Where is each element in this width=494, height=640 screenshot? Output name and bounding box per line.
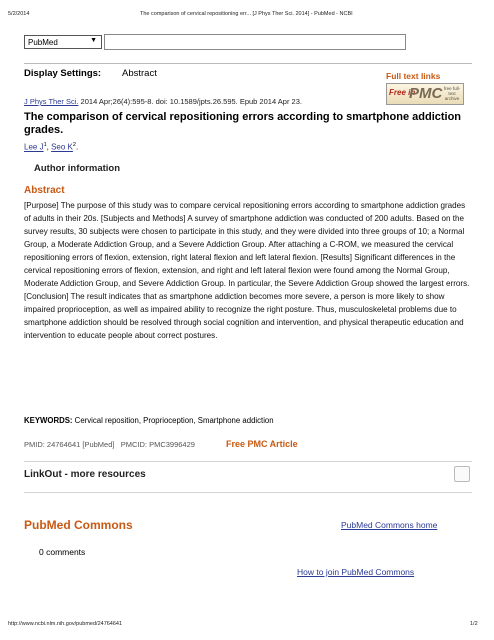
free-pmc-article-link[interactable]: Free PMC Article [226, 439, 298, 449]
author-link[interactable]: Seo K [51, 142, 73, 152]
author-affiliation-number: 1 [43, 142, 47, 148]
author-separator: . [75, 142, 79, 152]
display-settings-value: Abstract [122, 68, 157, 79]
pmcid: PMCID: PMC3996429 [120, 440, 195, 449]
citation-details: 2014 Apr;26(4):595-8. doi: 10.1589/jpts.26.595. Epub 2014 Apr 23. [78, 97, 302, 106]
print-url: http://www.ncbi.nlm.nih.gov/pubmed/24764641 [8, 621, 123, 627]
expand-icon[interactable] [454, 466, 470, 482]
full-text-links-label: Full text links [386, 71, 441, 81]
join-pubmed-commons-link[interactable]: How to join PubMed Commons [297, 567, 415, 577]
abstract-heading: Abstract [24, 185, 65, 196]
identifiers [24, 440, 195, 449]
pmc-free-text: Free in [389, 88, 416, 97]
pmc-note: free full-text archive [443, 86, 461, 101]
print-page-title: The comparison of cervical repositioning err... [J Phys Ther Sci. 2014] - PubMed - NCBI [140, 11, 353, 17]
divider [24, 63, 472, 64]
keywords-value: Cervical reposition, Proprioception, Smartphone addiction [72, 416, 274, 425]
print-date: 5/2/2014 [8, 11, 30, 17]
pmid: PMID: 24764641 [PubMed] [24, 440, 115, 449]
divider [24, 461, 472, 462]
abstract-text: [Purpose] The purpose of this study was to compare cervical repositioning errors according to smartphone addiction grades of adults in their 20s. [Subjects and Methods] A survey of smartphone addiction was conducted of 200 adults. Based on the survey results, 30 subjects were chosen to participate in this study, and they were divided into three groups of 10; a Normal Group, a Moderate Addiction Group, and a Severe Addiction Group. After attaching a C-ROM, we measured the cervical repositioning errors of flexion, extension, right lateral flexion and left lateral flexion. [Results] Significant differences in the cervical repositioning errors of flexion, extension, and right and left lateral flexion were found among the Normal Group, Moderate Addiction Group, and Severe Addiction Group. In particular, the Severe Addiction Group showed the largest errors. [Conclusion] The result indicates that as smartphone addiction becomes more severe, a person is more likely to show impaired proprioception, as well as impaired ability to recognize the right posture. Thus, musculoskeletal problems due to smartphone addiction should be resolved through social cognition and intervention, and physical therapeutic education and intervention to educate people about correct postures. [24, 201, 470, 340]
print-page-number: 1/2 [470, 621, 478, 627]
pubmed-commons-heading: PubMed Commons [24, 518, 133, 532]
pubmed-commons-home-link[interactable]: PubMed Commons home [341, 520, 438, 530]
free-in-pmc-button[interactable] [386, 83, 464, 105]
keywords-label: KEYWORDS: [24, 416, 73, 425]
citation [24, 97, 302, 106]
article-title: The comparison of cervical repositioning errors according to smartphone addiction grades. [24, 111, 462, 136]
author-separator: , [46, 142, 52, 152]
author-information-toggle[interactable]: Author information [34, 163, 121, 174]
pmc-logo: PMC [409, 85, 443, 102]
search-input[interactable] [104, 34, 406, 50]
author-affiliation-number: 2 [72, 142, 76, 148]
author-list [24, 142, 78, 152]
chevron-down-icon: ▼ [90, 37, 97, 44]
keywords [24, 416, 274, 425]
linkout-toggle[interactable]: LinkOut - more resources [24, 469, 146, 480]
divider [24, 492, 472, 493]
database-select[interactable] [24, 35, 102, 49]
comment-count: 0 comments [39, 547, 86, 557]
database-select-value: PubMed [28, 38, 58, 47]
author-link[interactable]: Lee J [24, 142, 44, 152]
journal-link[interactable]: J Phys Ther Sci. [24, 97, 79, 106]
display-settings-label[interactable]: Display Settings: [24, 68, 102, 79]
